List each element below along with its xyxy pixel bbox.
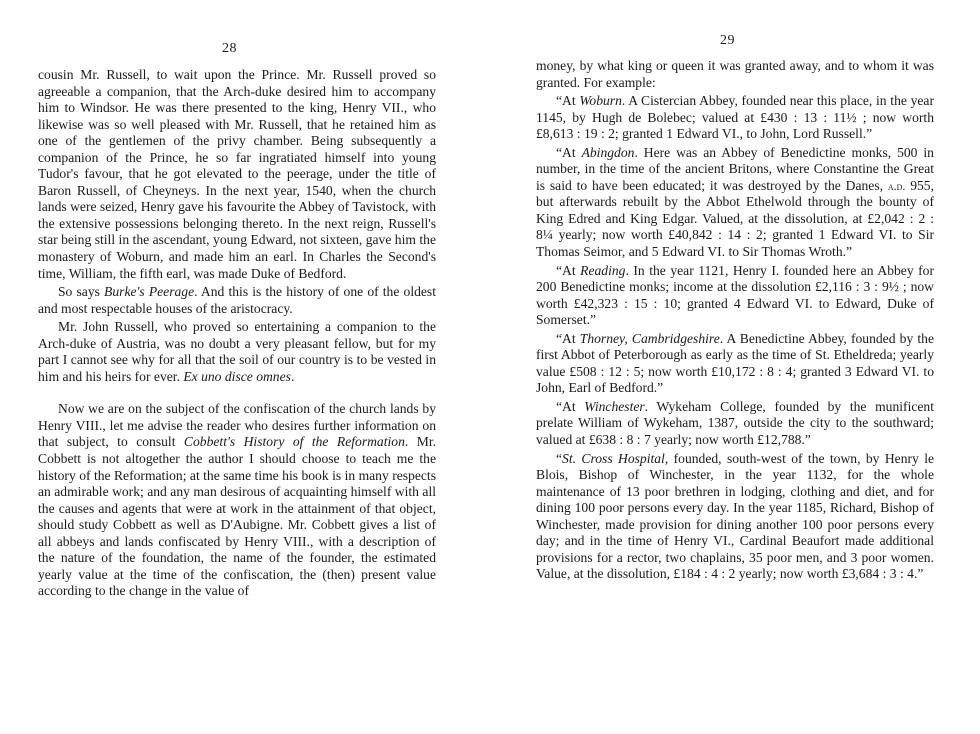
paragraph: cousin Mr. Russell, to wait upon the Prince. Mr. Russell proved so agreeable a companion, that the Arch-duke desired him to accompany him to Windsor. He was there presented to the king, Henry VII., who likewise was so well pleased with Mr. Russell, that he retained him as one of the gentlemen of the privy chamber. Being subsequently a companion of the Prince, he so far ingratiated himself into young Tudor's favour, that he got elevated to the peerage, under the title of Baron Russell, of Cheyneys. In the next year, 1540, when the church lands were seized, Henry gave his favourite the Abbey of Tavistock, with the extensive possessions belonging thereto. In the next reign, Russell's star being still in the ascendant, young Edward, not sixteen, gave him the monastery of Woburn, and made him an earl. In Charles the Second's time, William, the fifth earl, was made Duke of Bedford.: [38, 67, 436, 281]
text-column: [536, 58, 934, 583]
text-column: [38, 67, 436, 600]
paragraph: Now we are on the subject of the confiscation of the church lands by Henry VIII., let me advise the reader who desires further information on that subject, to consult Cobbett's History of the Reformation. Mr. Cobbett is not altogether the author I should choose to teach me the history of the Reformation; at the same time his book is in many respects an admirable work; and any man desirous of acquainting himself with all the causes and agents that were at work in the attainment of that object, should study Cobbett as well as D'Aubigne. Mr. Cobbett gives a list of all abbeys and lands confiscated by Henry VIII., with a description of the nature of the foundation, the name of the founder, the estimated yearly value at the time of the confiscation, the (then) present value according to the change in the value of: [38, 401, 436, 599]
right-page: [490, 0, 980, 734]
quote-woburn: “At Woburn. A Cistercian Abbey, founded near this place, in the year 1145, by Hugh de Bolebec; valued at £430 : 13 : 11½ ; now worth £8,613 : 19 : 2; granted 1 Edward VI., to John, Lord Russell.”: [536, 93, 934, 142]
quote-st-cross: “St. Cross Hospital, founded, south-west of the town, by Henry le Blois, Bishop of Winchester, in the year 1132, for the whole maintenance of 13 poor brethren in lodging, clothing and diet, and for dining 100 poor persons every day. In the year 1185, Richard, Bishop of Winchester, made provision for dining another 100 poor persons every day; and in the time of Henry VI., Cardinal Beaufort made additional provisions for a rector, two chaplains, 35 poor men, and 3 poor women. Value, at the dissolution, £184 : 4 : 2 yearly; now worth £3,684 : 3 : 4.”: [536, 450, 935, 582]
paragraph: So says Burke's Peerage. And this is the history of one of the oldest and most respectable houses of the aristocracy.: [38, 284, 436, 316]
quote-thorney: “At Thorney, Cambridgeshire. A Benedictine Abbey, founded by the first Abbot of Peterborough as early as the time of St. Etheldreda; yearly value £508 : 12 : 5; now worth £10,172 : 8 : 4; granted 3 Edward VI. to John, Earl of Bedford.”: [536, 330, 935, 396]
quote-winchester: “At Winchester. Wykeham College, founded by the munificent prelate William of Wykeham, 1387, outside the city to the southward; valued at £638 : 8 : 7 yearly; now worth £12,788.”: [536, 398, 934, 448]
paragraph: money, by what king or queen it was granted away, and to whom it was granted. For example:: [536, 58, 934, 90]
quote-reading: “At Reading. In the year 1121, Henry I. founded here an Abbey for 200 Benedictine monks; income at the dissolution £2,116 : 3 : 9½ ; now worth £42,323 : 15 : 10; granted 4 Edward VI. to Edward, Duke of Somerset.”: [536, 262, 934, 328]
quote-abingdon: “At Abingdon. Here was an Abbey of Benedictine monks, 500 in number, in the time of the ancient Britons, where Constantine the Great is said to have been educated; it was destroyed by the Danes, a.d. 955, but afterwards rebuilt by the Abbot Ethelwold through the bounty of King Edred and King Edgar. Valued, at the dissolution, at £2,042 : 2 : 8¼ yearly; now worth £40,842 : 14 : 2; granted 1 Edward VI. to Sir Thomas Seimor, and 5 Edward VI. to Sir Thomas Wroth.”: [536, 144, 934, 260]
page-number: 28: [222, 41, 237, 56]
page-number: 29: [720, 33, 735, 48]
paragraph: Mr. John Russell, who proved so entertaining a companion to the Arch-duke of Austria, was no doubt a very pleasant fellow, but for my part I cannot see why for all that the soil of our country is to be vested in him and his heirs for ever. Ex uno disce omnes.: [38, 319, 436, 384]
